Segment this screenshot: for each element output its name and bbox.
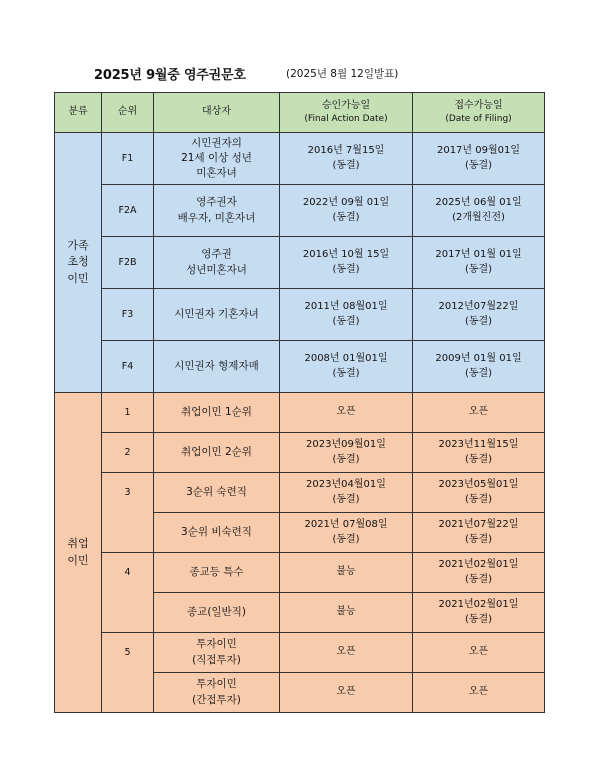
category-family [55, 133, 102, 393]
action-date-cell-line: (동결) [332, 533, 360, 545]
target-cell [154, 433, 280, 473]
filing-date-cell [413, 341, 545, 393]
rank-cell: 5 [102, 633, 154, 713]
filing-date-cell-line: 오픈 [468, 406, 489, 418]
action-date-cell-line: 2016년 7월15일 [307, 145, 385, 156]
target-cell [154, 553, 280, 593]
target-cell-line: 미혼자녀 [196, 167, 237, 180]
table-row [55, 433, 545, 473]
filing-date-cell-line: 2023년05월01일 [438, 479, 519, 490]
filing-date-cell-line: 2009년 01월 01일 [435, 353, 522, 364]
table-row [55, 133, 545, 185]
filing-date-cell-line: (동결) [464, 367, 493, 379]
table-body [55, 133, 545, 713]
action-date-cell [280, 633, 413, 673]
target-cell-line: 시민권자 기혼자녀 [174, 307, 259, 320]
category-family-line: 가족 [67, 238, 89, 252]
action-date-cell-line: 2022년 09월 01일 [302, 197, 390, 208]
rank-cell: F1 [102, 133, 154, 185]
target-cell [154, 185, 280, 237]
filing-date-cell [413, 513, 545, 553]
target-cell [154, 633, 280, 673]
table-row [55, 185, 545, 237]
rank-cell: F2B [102, 237, 154, 289]
table-header-row [55, 93, 545, 133]
filing-date-cell-line: 2021년07월22일 [438, 519, 519, 530]
filing-date-cell-line: 2023년11월15일 [438, 439, 519, 450]
action-date-cell [280, 393, 413, 433]
target-cell-line: (직접투자) [192, 653, 241, 666]
action-date-cell [280, 553, 413, 593]
action-date-cell [280, 593, 413, 633]
filing-date-cell-line: (동결) [464, 159, 493, 171]
filing-date-cell-line: 2017년 09월01일 [436, 145, 521, 156]
action-date-cell [280, 673, 413, 713]
table-row [55, 341, 545, 393]
category-family-line: 초청 [67, 255, 89, 269]
header-date-of-filing [413, 93, 545, 133]
target-cell [154, 341, 280, 393]
rank-cell: 2 [102, 433, 154, 473]
rank-cell: 3 [102, 473, 154, 553]
action-date-cell-line: (동결) [332, 211, 360, 223]
action-date-cell [280, 433, 413, 473]
target-cell [154, 513, 280, 553]
filing-date-cell [413, 593, 545, 633]
filing-date-cell-line: (동결) [464, 573, 493, 585]
filing-date-cell [413, 433, 545, 473]
action-date-cell-line: 2023년04월01일 [306, 479, 386, 490]
rank-cell: F2A [102, 185, 154, 237]
filing-date-cell-line: 2021년02월01일 [438, 559, 519, 570]
filing-date-cell [413, 237, 545, 289]
target-cell-line: 영주권 [201, 248, 232, 261]
target-cell-line: 투자이민 [196, 638, 237, 651]
action-date-cell-line: (동결) [332, 493, 360, 505]
filing-date-cell [413, 673, 545, 713]
announcement-date: (2025년 8월 12일발표) [286, 68, 399, 80]
page-title: 2025년 9월중 영주권문호 [94, 68, 246, 83]
target-cell-line: 종교(일반직) [187, 605, 246, 618]
target-cell-line: 취업이민 2순위 [181, 445, 252, 458]
filing-date-cell-line: (동결) [464, 613, 493, 625]
filing-date-cell [413, 473, 545, 513]
category-employment-line: 이민 [67, 553, 89, 567]
target-cell-line: 영주권자 [196, 196, 237, 209]
target-cell-line: 취업이민 1순위 [181, 405, 252, 418]
target-cell-line: 3순위 비숙련직 [181, 525, 252, 538]
filing-date-cell [413, 393, 545, 433]
action-date-cell [280, 133, 413, 185]
table-row [55, 237, 545, 289]
action-date-cell-line: 불능 [336, 606, 356, 618]
target-cell [154, 289, 280, 341]
action-date-cell-line: (동결) [332, 315, 360, 327]
action-date-cell-line: 2023년09월01일 [306, 439, 386, 450]
action-date-cell [280, 513, 413, 553]
table-row [55, 473, 545, 513]
action-date-cell-line: (동결) [332, 367, 360, 379]
category-employment-line: 취업 [67, 537, 89, 550]
filing-date-cell [413, 289, 545, 341]
filing-date-cell-line: 2017년 01월 01일 [435, 249, 522, 260]
target-cell-line: 3순위 숙련직 [186, 485, 247, 498]
header-target: 대상자 [154, 93, 280, 133]
target-cell-line: 배우자, 미혼자녀 [177, 211, 256, 224]
action-date-cell [280, 473, 413, 513]
target-cell [154, 473, 280, 513]
title-row [0, 62, 600, 86]
filing-date-cell-line: (동결) [464, 493, 493, 505]
filing-date-cell [413, 133, 545, 185]
target-cell-line: 시민권자 형제자매 [174, 359, 259, 372]
target-cell-line: 시민권자의 [191, 136, 242, 149]
filing-date-cell-line: 오픈 [468, 646, 489, 658]
visa-bulletin-table [54, 92, 545, 713]
filing-date-cell [413, 185, 545, 237]
action-date-cell-line: 2016년 10월 15일 [302, 249, 390, 260]
target-cell-line: 투자이민 [196, 678, 237, 691]
filing-date-cell-line: (동결) [464, 263, 493, 275]
target-cell [154, 393, 280, 433]
rank-cell: F3 [102, 289, 154, 341]
target-cell [154, 133, 280, 185]
action-date-cell [280, 185, 413, 237]
filing-date-cell-line: 2012년07월22일 [438, 301, 519, 312]
target-cell [154, 593, 280, 633]
header-action-en: (Final Action Date) [304, 114, 388, 125]
header-category: 분류 [55, 93, 102, 133]
action-date-cell-line: 2011년 08월01일 [304, 301, 388, 312]
category-employment [55, 393, 102, 713]
action-date-cell-line: (동결) [332, 159, 360, 171]
table-row [55, 289, 545, 341]
table-row [55, 633, 545, 673]
filing-date-cell-line: (2개월진전) [452, 211, 505, 223]
filing-date-cell-line: 2025년 06월 01일 [435, 197, 522, 208]
category-family-line: 이민 [67, 271, 89, 285]
action-date-cell-line: (동결) [332, 263, 360, 275]
filing-date-cell-line: (동결) [464, 315, 493, 327]
filing-date-cell-line: 2021년02월01일 [438, 599, 519, 610]
target-cell-line: (간접투자) [192, 693, 241, 706]
action-date-cell [280, 237, 413, 289]
rank-cell: F4 [102, 341, 154, 393]
target-cell [154, 237, 280, 289]
header-final-action-date [280, 93, 413, 133]
action-date-cell-line: 오픈 [336, 406, 356, 418]
filing-date-cell [413, 553, 545, 593]
table-row [55, 553, 545, 593]
action-date-cell-line: (동결) [332, 453, 360, 465]
header-filing-ko: 접수가능일 [454, 99, 503, 111]
action-date-cell-line: 불능 [336, 566, 356, 578]
table-row [55, 393, 545, 433]
header-rank: 순위 [102, 93, 154, 133]
action-date-cell-line: 오픈 [336, 686, 356, 698]
target-cell-line: 종교등 특수 [189, 565, 244, 578]
action-date-cell [280, 341, 413, 393]
filing-date-cell-line: (동결) [464, 453, 493, 465]
header-filing-en: (Date of Filing) [445, 114, 512, 125]
action-date-cell-line: 2008년 01월01일 [304, 353, 388, 364]
header-action-ko: 승인가능일 [321, 99, 371, 111]
target-cell [154, 673, 280, 713]
filing-date-cell-line: 오픈 [468, 686, 489, 698]
target-cell-line: 성년미혼자녀 [186, 263, 247, 276]
action-date-cell [280, 289, 413, 341]
filing-date-cell [413, 633, 545, 673]
filing-date-cell-line: (동결) [464, 533, 493, 545]
action-date-cell-line: 오픈 [336, 646, 356, 658]
rank-cell: 4 [102, 553, 154, 633]
target-cell-line: 21세 이상 성년 [181, 151, 252, 164]
action-date-cell-line: 2021년 07월08일 [304, 519, 388, 530]
rank-cell: 1 [102, 393, 154, 433]
